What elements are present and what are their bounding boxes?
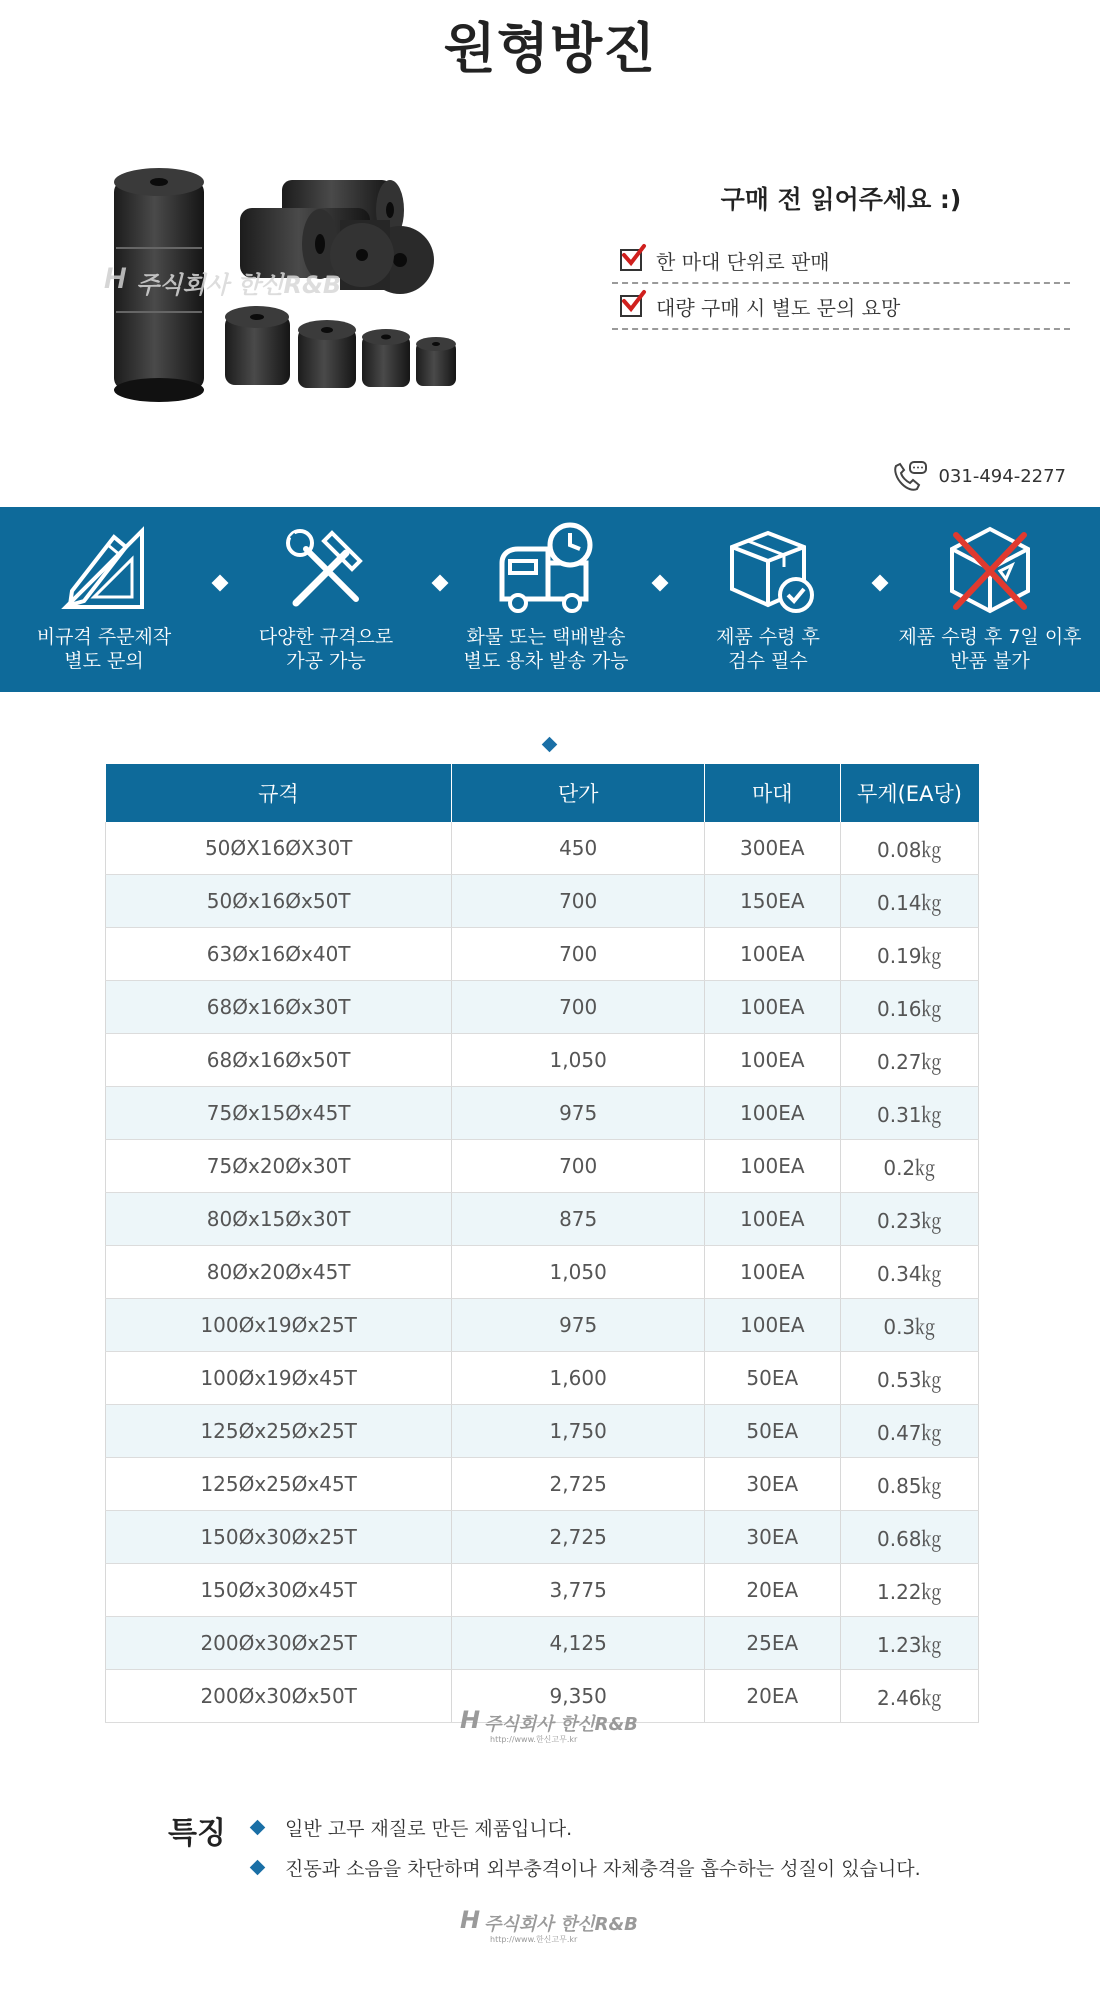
table-cell: 0.14㎏ [840,875,979,928]
table-cell: 200Øx30Øx50T [106,1670,452,1723]
table-cell: 700 [452,928,705,981]
table-cell: 1.22㎏ [840,1564,979,1617]
bullet-diamond-icon [250,1860,266,1876]
table-cell: 700 [452,981,705,1034]
table-cell: 200Øx30Øx25T [106,1617,452,1670]
logo-mark-icon: H [460,1906,481,1934]
table-row [106,1034,979,1087]
feature-no-return [884,507,1096,673]
column-header: 규격 [106,764,452,822]
feature-shipping [446,507,646,673]
table-cell: 975 [452,1299,705,1352]
box-check-icon [718,519,818,619]
table-row [106,981,979,1034]
table-row [106,875,979,928]
table-cell: 4,125 [452,1617,705,1670]
table-cell: 1,600 [452,1352,705,1405]
table-header-row [106,764,979,822]
features-title: 특징 [168,1816,226,1851]
logo-url: http://www.한신고무.kr [490,1735,578,1744]
table-cell: 450 [452,822,705,875]
feature-line: 가공 가능 [286,650,366,672]
table-cell: 9,350 [452,1670,705,1723]
table-row [106,1458,979,1511]
bullet-diamond-icon [250,1820,266,1836]
table-cell: 700 [452,875,705,928]
feature-line: 별도 용차 발송 가능 [463,650,629,672]
feature-custom-order [4,507,204,673]
table-cell: 30EA [705,1511,840,1564]
table-cell: 0.85㎏ [840,1458,979,1511]
ruler-pencil-icon [54,519,154,619]
company-logo-footer [460,1904,640,1948]
divider-diamond [652,575,669,592]
table-cell: 2.46㎏ [840,1670,979,1723]
notice-title: 구매 전 읽어주세요 :) [720,185,962,214]
table-cell: 0.34㎏ [840,1246,979,1299]
table-cell: 0.27㎏ [840,1034,979,1087]
table-cell: 0.08㎏ [840,822,979,875]
table-cell: 2,725 [452,1511,705,1564]
notice-item [612,284,1070,330]
table-cell: 100EA [705,1193,840,1246]
feature-line: 화물 또는 택배발송 [466,626,626,648]
table-cell: 100EA [705,1034,840,1087]
box-cross-icon [940,519,1040,619]
table-cell: 30EA [705,1458,840,1511]
table-cell: 75Øx15Øx45T [106,1087,452,1140]
table-cell: 1,050 [452,1246,705,1299]
table-cell: 50EA [705,1405,840,1458]
feature-item [252,1854,921,1881]
feature-line: 반품 불가 [950,650,1030,672]
table-cell: 700 [452,1140,705,1193]
table-cell: 1,050 [452,1034,705,1087]
table-cell: 0.19㎏ [840,928,979,981]
table-cell: 0.16㎏ [840,981,979,1034]
feature-line: 별도 문의 [64,650,144,672]
table-cell: 68Øx16Øx30T [106,981,452,1034]
table-cell: 50EA [705,1352,840,1405]
table-row [106,1617,979,1670]
table-cell: 150Øx30Øx25T [106,1511,452,1564]
contact-phone[interactable] [890,460,1066,492]
table-cell: 300EA [705,822,840,875]
logo-url: http://www.한신고무.kr [490,1935,578,1944]
notice-item-text: 한 마대 단위로 판매 [656,249,830,274]
table-row [106,928,979,981]
table-cell: 25EA [705,1617,840,1670]
logo-mark-icon: H [460,1706,481,1734]
table-cell: 2,725 [452,1458,705,1511]
table-cell: 975 [452,1087,705,1140]
section-diamond-icon [542,737,558,753]
column-header: 무게(EA당) [840,764,979,822]
logo-name: 주식회사 한신R&B [484,1914,638,1935]
table-cell: 100EA [705,1140,840,1193]
logo-name: 주식회사 한신R&B [484,1714,638,1735]
table-cell: 1,750 [452,1405,705,1458]
table-cell: 3,775 [452,1564,705,1617]
feature-line: 비규격 주문제작 [36,626,172,648]
page-title: 원형방진 [443,17,657,80]
table-cell: 0.2㎏ [840,1140,979,1193]
table-cell: 20EA [705,1564,840,1617]
table-row [106,1087,979,1140]
table-cell: 80Øx20Øx45T [106,1246,452,1299]
table-row [106,1511,979,1564]
notice-item [612,238,1070,284]
table-row [106,1564,979,1617]
watermark-text: 주식회사 한신R&B [136,271,342,299]
table-cell: 125Øx25Øx25T [106,1405,452,1458]
hammer-wrench-icon [276,519,376,619]
table-cell: 875 [452,1193,705,1246]
table-cell: 0.23㎏ [840,1193,979,1246]
company-logo [460,1704,640,1748]
table-cell: 0.53㎏ [840,1352,979,1405]
features-banner [0,507,1100,692]
feature-line: 다양한 규격으로 [258,626,394,648]
spec-table [105,764,979,1723]
table-row [106,1246,979,1299]
table-cell: 100EA [705,928,840,981]
table-cell: 80Øx15Øx30T [106,1193,452,1246]
table-cell: 100EA [705,1087,840,1140]
table-row [106,1140,979,1193]
feature-item-text: 진동과 소음을 차단하며 외부충격이나 자체충격을 흡수하는 성질이 있습니다. [285,1858,921,1880]
table-cell: 0.3㎏ [840,1299,979,1352]
table-row [106,1352,979,1405]
table-row [106,1405,979,1458]
table-cell: 100EA [705,1299,840,1352]
feature-inspection [668,507,868,673]
table-cell: 150EA [705,875,840,928]
table-cell: 1.23㎏ [840,1617,979,1670]
delivery-truck-clock-icon [488,519,604,619]
table-cell: 150Øx30Øx45T [106,1564,452,1617]
table-cell: 100Øx19Øx45T [106,1352,452,1405]
table-cell: 100EA [705,1246,840,1299]
checkbox-checked-icon [620,295,642,317]
feature-line: 검수 필수 [728,650,808,672]
column-header: 단가 [452,764,705,822]
feature-line: 제품 수령 후 [716,626,820,648]
table-cell: 50ØX16ØX30T [106,822,452,875]
purchase-notice [612,180,1070,330]
table-row [106,822,979,875]
table-cell: 68Øx16Øx50T [106,1034,452,1087]
table-cell: 125Øx25Øx45T [106,1458,452,1511]
table-cell: 20EA [705,1670,840,1723]
feature-item [252,1814,572,1841]
phone-chat-icon [890,460,928,492]
product-image [100,160,460,420]
feature-processing [226,507,426,673]
svg-text:H: H [104,262,126,295]
checkbox-checked-icon [620,249,642,271]
table-cell: 0.47㎏ [840,1405,979,1458]
table-cell: 75Øx20Øx30T [106,1140,452,1193]
table-row [106,1193,979,1246]
phone-number: 031-494-2277 [938,465,1066,487]
table-cell: 63Øx16Øx40T [106,928,452,981]
table-row [106,1299,979,1352]
table-cell: 100Øx19Øx25T [106,1299,452,1352]
notice-item-text: 대량 구매 시 별도 문의 요망 [656,295,901,320]
feature-item-text: 일반 고무 재질로 만든 제품입니다. [285,1818,573,1840]
table-cell: 50Øx16Øx50T [106,875,452,928]
column-header: 마대 [705,764,840,822]
table-cell: 0.31㎏ [840,1087,979,1140]
table-cell: 100EA [705,981,840,1034]
table-cell: 0.68㎏ [840,1511,979,1564]
feature-line: 제품 수령 후 7일 이후 [898,626,1082,648]
